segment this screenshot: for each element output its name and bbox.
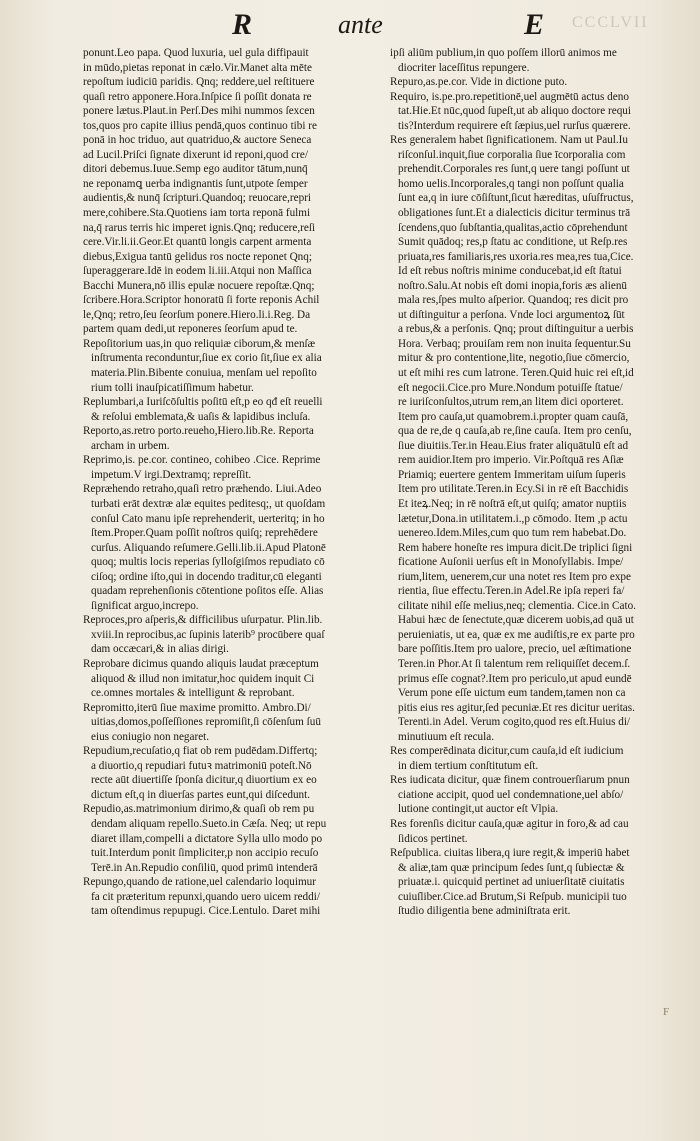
text-line: aliquod & illud non imitatur,hoc quidem inquit Ci	[91, 672, 315, 685]
text-line: in diem tertium conſtitutum eſt.	[398, 759, 539, 772]
text-line: ſtem.Proper.Quam poſſit noſtros quiſq; reprehēdere	[91, 527, 318, 540]
text-line: a diuortio,q repudiari futuꝛ matrimoniū poteſt.Nō	[91, 759, 312, 772]
entry-start-line: ponere lætus.Plaut.in Perſ.Des mihi nummos ſexcen	[83, 105, 315, 118]
text-line: tat.Hie.Et nūc,quod ſupeſt,ut ab aliquo doctore requi	[398, 105, 632, 118]
entry-start-line: mere,cohibere.Sta.Quotiens iam torta reponā fulmi	[83, 207, 311, 220]
text-line: conſul Cato manu ipſe reprehenderit, uerteritq; in ho	[91, 512, 325, 525]
text-line: turbati erāt dextræ alæ equites peditesq;, ut quoſdam	[91, 497, 326, 510]
text-line: eſt negocii.Cice.pro Mure.Nondum potuiſſe ſtatue/	[398, 381, 623, 394]
text-line: tam oſtendimus repupugi. Cice.Lentulo. Daret mihi	[91, 905, 321, 918]
entry-start-line: quaſi retro apponere.Hora.Inſpice ſi poſſit donata re	[83, 90, 312, 103]
entry-start-line: Res iudicata dicitur, quæ finem controuerſiarum pnun	[390, 774, 630, 787]
text-line: rem auidior.Item pro imperio. Vir.Poſtquā res Aſiæ	[398, 454, 624, 467]
text-line: diocriter laceſſitus repungere.	[398, 61, 530, 74]
text-line: obligationes ſunt.Et a dialecticis dicitur terminus trā	[398, 207, 631, 220]
header-right-letter: E	[524, 8, 545, 41]
text-line: a rebus,& a perſonis. Qnq; prout diſtinguitur a uerbis	[398, 323, 634, 336]
text-line: mitur & pro contentione,lite, negotio,ſiue cōmercio,	[398, 352, 630, 365]
text-line: lætetur,Dona.in utilitatem.i.,p cōmodo. Item ,p actu	[398, 512, 628, 525]
text-line: ſiue diuitiis.Ter.in Heau.Eius frater aliquātulū eſt ad	[398, 439, 629, 452]
entry-start-line: ſuperaggerare.Idē in eodem li.iii.Atqui non Maſſica	[83, 265, 312, 278]
text-line: Terē.in An.Repudio conſiliū, quod primū intenderā	[91, 861, 318, 874]
text-line: ut eſt mihi res cum latrone. Teren.Quid huic rei eſt,id	[398, 367, 634, 380]
left-text-column	[83, 46, 375, 919]
entry-start-line: Repoſitorium uas,in quo reliquiæ ciborum,& menſæ	[83, 337, 316, 350]
text-line: noſtro.Salu.At nobis eſt domi inopia,foris æs alienū	[398, 279, 628, 292]
text-line: ciſoq; ordine iſto,qui in docendo traditur,cū eleganti	[91, 570, 322, 583]
text-line: minutiuum eſt recula.	[398, 730, 495, 743]
text-line: Priamiq; euertere gentem Immeritam uiſum ſuperis	[398, 468, 626, 481]
text-line: & reſolui emblemata,& uaſis & lapidibus incluſa.	[91, 410, 311, 423]
entry-start-line: Reprobare dicimus quando aliquis laudat præceptum	[83, 657, 319, 670]
text-line: Sumit quādoq; res,p ſtatu ac conditione, ut Reſp.res	[398, 236, 628, 249]
text-line: ſcendens,quo ſubſtantia,qualitas,actio cōprehendunt	[398, 221, 628, 234]
text-line: tis?Interdum requirere eſt ſæpius,uel rurſus quærere.	[398, 119, 631, 132]
entry-start-line: Repromitto,iterū ſiue maxime promitto. Ambro.Di/	[83, 701, 311, 714]
text-line: curſus. Aliquando reſumere.Gelli.lib.ii.Apud Platonē	[91, 541, 326, 554]
text-line: impetum.V irgi.Dextramq; repreſſit.	[91, 468, 252, 481]
entry-start-line: Reproces,pro aſperis,& difficilibus uſurpatur. Plin.lib.	[83, 614, 323, 627]
entry-start-line: Repudium,recuſatio,q fiat ob rem pudēdam.Differtq;	[83, 745, 318, 758]
right-text-column	[390, 46, 688, 919]
entry-start-line: ponunt.Leo papa. Quod luxuria, uel gula diffipauit	[83, 47, 309, 59]
catchword: F	[663, 1006, 670, 1018]
text-line: ſunt ea,q in iure cōſiſtunt,ſicut hæreditas, uſuſfructus,	[398, 192, 634, 205]
text-line: inſtrumenta reconduntur,ſiue ex corio ſit,ſiue ex alia	[91, 352, 322, 365]
text-line: riſconſul.inquit,ſiue corporalia ſiue īcorporalia com	[398, 148, 626, 161]
entry-start-line: Repungo,quando de ratione,uel calendario loquimur	[83, 876, 317, 889]
text-line: Rem habere honeſte res impura dicit.De triplici ſigni	[398, 541, 633, 554]
text-line: Hora. Verbaq; prouiſam rem non inuita ſequentur.Su	[398, 337, 631, 350]
text-line: peruieniatis, ut ea, quæ ex me audiſtis,re ex parte pro	[398, 628, 635, 641]
entry-start-line: Reporto,as.retro porto.reueho,Hiero.lib.Re. Reporta	[83, 425, 314, 438]
text-line: dam occæcari,& in alias dirigi.	[91, 643, 229, 656]
entry-start-line: Replumbari,a Iuriſcōſultis poſitū eſt,p eo qđ eſt reuelli	[83, 396, 323, 409]
text-line: Habui hæc de ſenectute,quæ dicerem uobis,ad quā ut	[398, 614, 634, 627]
text-line: bare poſſitis.Item pro ualore, precio, uel æſtimatione	[398, 643, 632, 656]
entry-start-line: Res comperēdinata dicitur,cum cauſa,id eſt iudicium	[390, 745, 624, 758]
text-line: priuatæ.i. quicquid pertinet ad uniuerſitatē ciuitatis	[398, 876, 625, 889]
text-line: cuiuſliber.Cice.ad Brutum,Si Reſpub. municipii tuo	[398, 890, 627, 903]
text-line: ut diſtinguitur a perſona. Vnde loci argumentoꝝ ſūt	[398, 308, 625, 321]
text-line: lutione contingit,ut auctor eſt Vlpia.	[398, 803, 559, 816]
entry-start-line: tos,quos pro capite illius pendā,quos continuo tibi re	[83, 119, 317, 132]
text-line: fa cit præteritum repunxi,quando uero uicem reddi/	[91, 890, 320, 903]
entry-start-line: Requiro, is.pe.pro.repetitionē,uel augmētū actus deno	[390, 90, 629, 103]
running-header	[0, 8, 700, 46]
entry-start-line: ipſi aliūm publium,in quo poſſem illorū animos me	[390, 47, 617, 59]
text-line: ſidicos pertinet.	[398, 832, 468, 845]
text-line: dendam aliquam repello.Sueto.in Cæſa. Neq; ut repu	[91, 817, 327, 830]
entry-start-line: ſcribere.Hora.Scriptor honoratū ſi forte reponis Achil	[83, 294, 320, 307]
entry-start-line: ne reponamꝗ uerba indignantis ſunt,utpote ſemper	[83, 177, 308, 190]
text-line: & aliæ,tam quæ principum ſedes ſunt,q ſubiectæ &	[398, 861, 625, 874]
text-line: uitias,domos,poſſeſſiones repromiſit,ſi cōſenſum ſuū	[91, 716, 321, 729]
text-line: recte aūt diuertiſſe ſponſa dicitur,q diuortium ex eo	[91, 774, 317, 787]
entry-start-line: Reſpublica. ciuitas libera,q iure regit,& imperiū habet	[390, 847, 630, 860]
text-line: xviii.In reprocibus,ac ſupinis laterib⁹ procūbere quaſ	[91, 628, 325, 641]
text-line: priuata,res familiaris,res uxoria.res mea,res tua,Cice.	[398, 250, 634, 263]
text-line: rientia, ſiue effectu.Teren.in Adel.Re ipſa reperi fa/	[398, 585, 625, 598]
text-line: dictum eſt,q in diuerſas partes eunt,qui diſcedunt.	[91, 788, 311, 801]
text-line: primus eſſe cognat?.Item pro periculo,ut apud eundē	[398, 672, 632, 685]
text-line: rium tolli inauſpicatiſſimum habetur.	[91, 381, 254, 394]
entry-start-line: ponā in hoc triduo, aut quatriduo,& auctore Seneca	[83, 134, 312, 147]
entry-start-line: partem quam dedi,ut reponeres ſeorſum apud te.	[83, 323, 298, 336]
entry-start-line: Reprimo,is. pe.cor. contineo, cohibeo .Cice. Reprime	[83, 454, 321, 467]
text-line: ſignificat arguo,increpo.	[91, 599, 199, 612]
header-center-word: ante	[338, 10, 383, 39]
text-line: prehendit.Corporales res ſunt,q uere tangi poſſunt ut	[398, 163, 630, 176]
text-line: diaret illam,compelli a dictatore Sylla ullo modo po	[91, 832, 323, 845]
text-line: tuit.Interdum ponit ſimpliciter,p non accipio recuſo	[91, 847, 319, 860]
text-line: eius coniugio non negaret.	[91, 730, 210, 743]
text-line: Verum pone eſſe uictum eum tandem,tamen non ca	[398, 687, 626, 700]
text-line: re iuriſconſultos,utrum rem,an litem dici oporteret.	[398, 396, 624, 409]
text-line: Terenti.in Adel. Verum cogito,quod res eſt.Huius di/	[398, 716, 631, 729]
entry-start-line: ad Lucil.Priſci ſignate dixerunt id reponi,quod cre/	[83, 148, 308, 161]
text-line: Item pro utilitate.Teren.in Ecy.Si in rē eſt Bacchidis	[398, 483, 629, 496]
entry-start-line: cere.Vir.li.ii.Geor.Et quantū longis carpent armenta	[83, 236, 312, 249]
entry-start-line: Bacchi Munera,nō illis epulæ nocuere repoſtæ.Qnq;	[83, 279, 315, 292]
entry-start-line: na,q̄ rarus terris hic imperet ignis.Qnq; reducere,reſi	[83, 221, 316, 234]
bleed-through-text: CCCLVII	[572, 14, 649, 31]
text-line: homo uelis.Incorporales,q tangi non poſſunt qualia	[398, 177, 624, 190]
entry-start-line: audientis,& nunq̄ ſcripturi.Quandoq; reuocare,repri	[83, 192, 312, 205]
entry-start-line: Repræhendo retraho,quaſi retro præhendo. Liui.Adeo	[83, 483, 322, 496]
text-line: ficatione Auſonii uerſus eſt in Monoſyllabis. Impe/	[398, 556, 624, 569]
entry-start-line: repoſtum iudiciū paridis. Qnq; reddere,uel reſtituere	[83, 76, 315, 89]
text-line: Teren.in Phor.At ſi talentum rem reliquiſſet decem.ſ.	[398, 657, 631, 670]
entry-start-line: ditori debemus.Iuue.Semp ego auditor tātum,nunq̄	[83, 163, 308, 176]
entry-start-line: Res generalem habet ſignificationem. Nam ut Paul.Iu	[390, 134, 628, 147]
text-line: quoq; multis locis reperias ſylloſgiſmos repudiato cō	[91, 556, 325, 569]
header-left-letter: R	[232, 8, 253, 41]
text-line: quadam reprehenſionis cōtentione poſitos eſſe. Alias	[91, 585, 324, 598]
text-line: ſtudio diligentia bene adminiſtrata erit.	[398, 905, 571, 918]
text-line: Item pro cauſa,ut quamobrem.i.propter quam cauſā,	[398, 410, 629, 423]
entry-start-line: Repuro,as.pe.cor. Vide in dictione puto.	[390, 76, 568, 89]
entry-start-line: Res forenſis dicitur cauſa,quæ agitur in foro,& ad cau	[390, 817, 629, 830]
text-line: qua de re,de q cauſa,ab re,ſine cauſa. Item pro cenſu,	[398, 425, 632, 438]
text-line: Id eſt rebus noſtris minime conducebat,id eſt ſtatui	[398, 265, 622, 278]
text-line: rium,litem, uenerem,cur una notet res Item pro expe	[398, 570, 631, 583]
entry-start-line: diebus,Exigua tantū gelidus ros nocte reponet Qnq;	[83, 250, 312, 263]
text-line: Et iteꝝ.Neq; in rē noſtrā eſt,ut quiſq; amator nuptiis	[398, 497, 627, 510]
text-line: uenereo.Idem.Miles,cum quo tum rem habebat.Do.	[398, 527, 627, 540]
entry-start-line: in mūdo,pietas reponat in cælo.Vir.Manet alta mēte	[83, 61, 312, 74]
text-line: archam in urbem.	[91, 439, 170, 452]
text-line: ce.omnes mortales & intelligunt & reprobant.	[91, 687, 295, 700]
text-line: cilitate nihil eſſe melius,neq; clementia. Cice.in Cato.	[398, 599, 636, 612]
entry-start-line: le,Qnq; retro,ſeu ſeorſum ponere.Hiero.li.i.Reg. Da	[83, 308, 311, 321]
text-line: mala res,ſpes multo aſperior. Quandoq; res dicit pro	[398, 294, 629, 307]
text-line: ciatione accipit, quod uel condemnatione,uel abſo/	[398, 788, 624, 801]
entry-start-line: Repudio,as.matrimonium dirimo,& quaſi ob rem pu	[83, 803, 315, 816]
text-line: pitis eius res agitur,ſed pecuniæ.Et res dicitur ueritas.	[398, 701, 635, 714]
text-line: materia.Plin.Bibente conuiua, menſam uel repoſito	[91, 367, 317, 380]
